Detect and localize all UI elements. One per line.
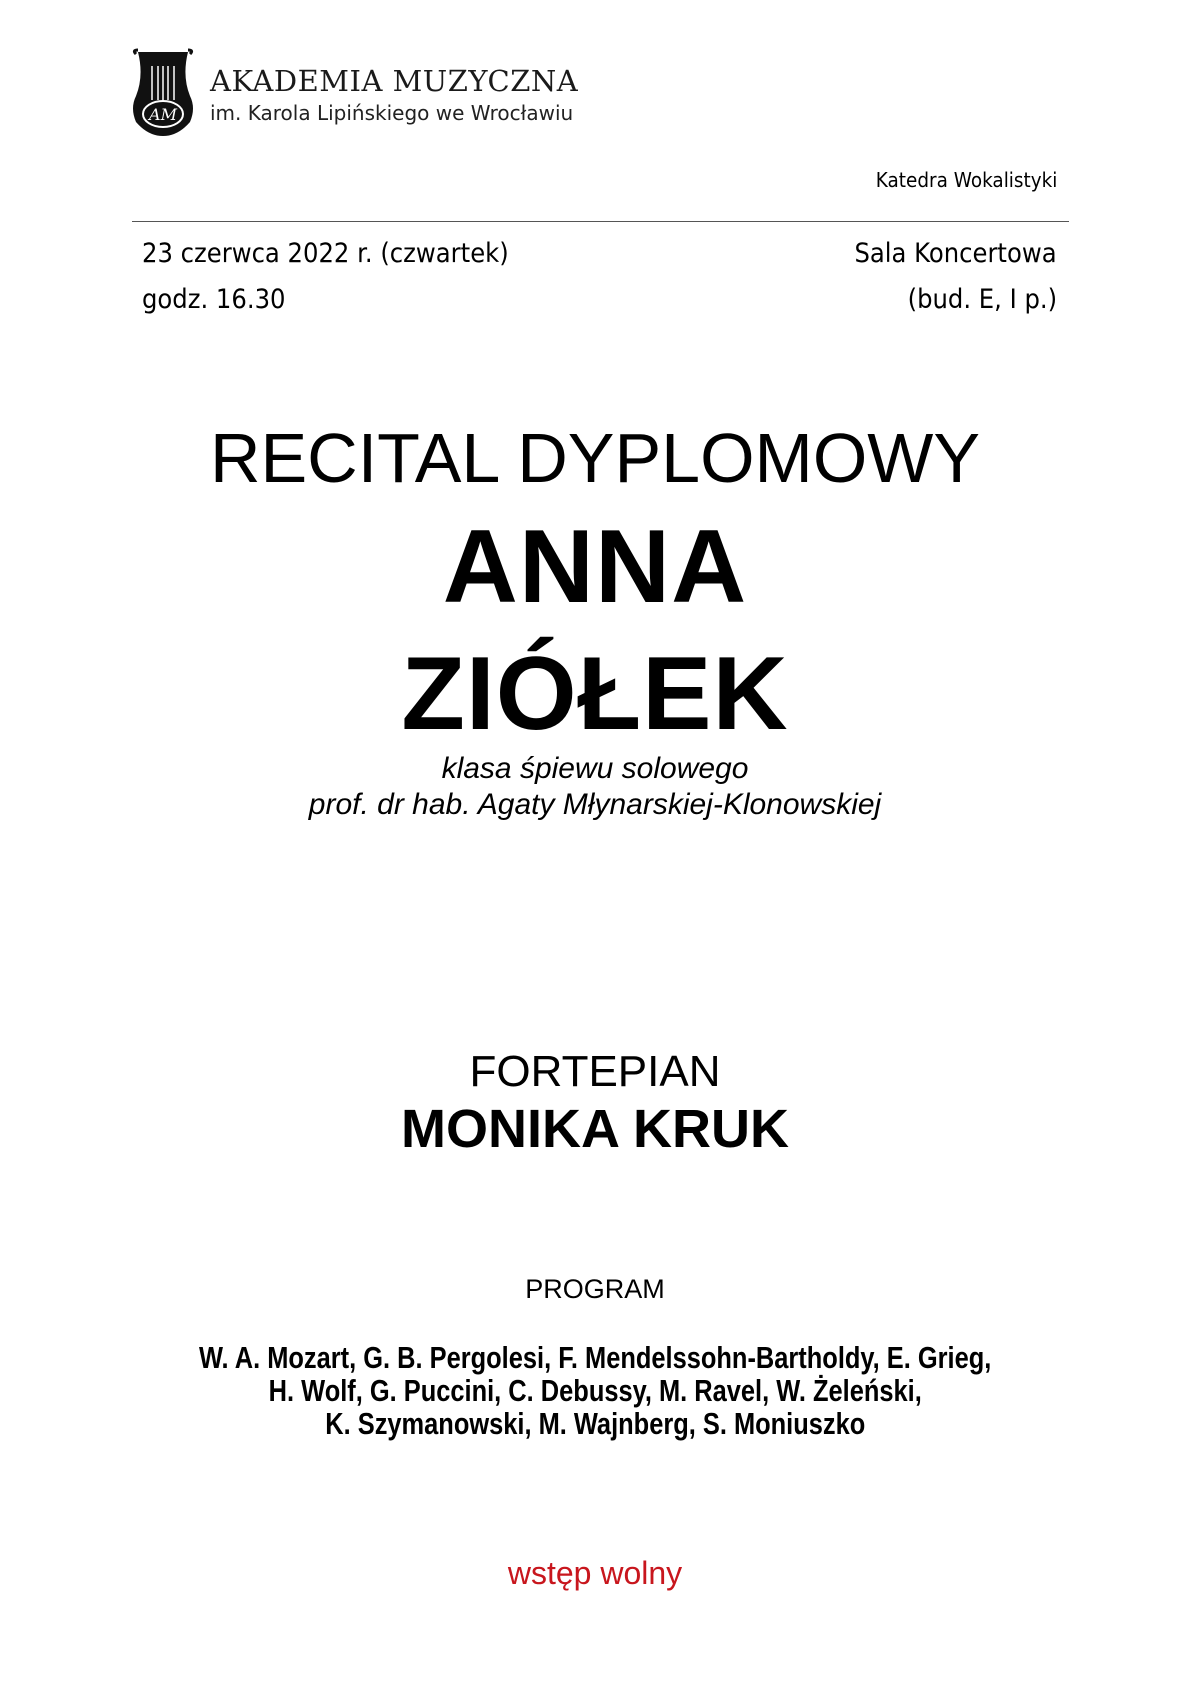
admission-note: wstęp wolny bbox=[507, 1555, 683, 1591]
academy-lyre-logo bbox=[128, 46, 198, 138]
institution-name: AKADEMIA MUZYCZNA bbox=[210, 64, 579, 98]
header-divider bbox=[132, 221, 1069, 222]
professor-line: prof. dr hab. Agaty Młynarskiej-Klonowskiej bbox=[308, 788, 882, 821]
piano-label: FORTEPIAN bbox=[469, 1047, 721, 1096]
event-date: 23 czerwca 2022 r. (czwartek) bbox=[142, 238, 509, 269]
performer-last-name: ZIÓŁEK bbox=[401, 636, 789, 752]
performer-first-name: ANNA bbox=[442, 509, 748, 625]
department-name: Katedra Wokalistyki bbox=[875, 168, 1057, 192]
event-venue: Sala Koncertowa bbox=[854, 238, 1057, 269]
pianist-name: MONIKA KRUK bbox=[401, 1099, 789, 1159]
program-line: W. A. Mozart, G. B. Pergolesi, F. Mendelssohn-Bartholdy, E. Grieg, bbox=[198, 1340, 992, 1375]
institution-subtitle: im. Karola Lipińskiego we Wrocławiu bbox=[210, 101, 574, 125]
program-line: K. Szymanowski, M. Wajnberg, S. Moniuszko bbox=[324, 1406, 866, 1441]
svg-text:AM: AM bbox=[149, 105, 177, 124]
recital-title: RECITAL DYPLOMOWY bbox=[209, 419, 981, 497]
class-line: klasa śpiewu solowego bbox=[441, 752, 749, 785]
event-time: godz. 16.30 bbox=[142, 284, 286, 315]
program-line: H. Wolf, G. Puccini, C. Debussy, M. Ravel, W. Żeleński, bbox=[268, 1373, 922, 1408]
event-venue-detail: (bud. E, I p.) bbox=[907, 284, 1057, 315]
program-label: PROGRAM bbox=[525, 1274, 665, 1304]
